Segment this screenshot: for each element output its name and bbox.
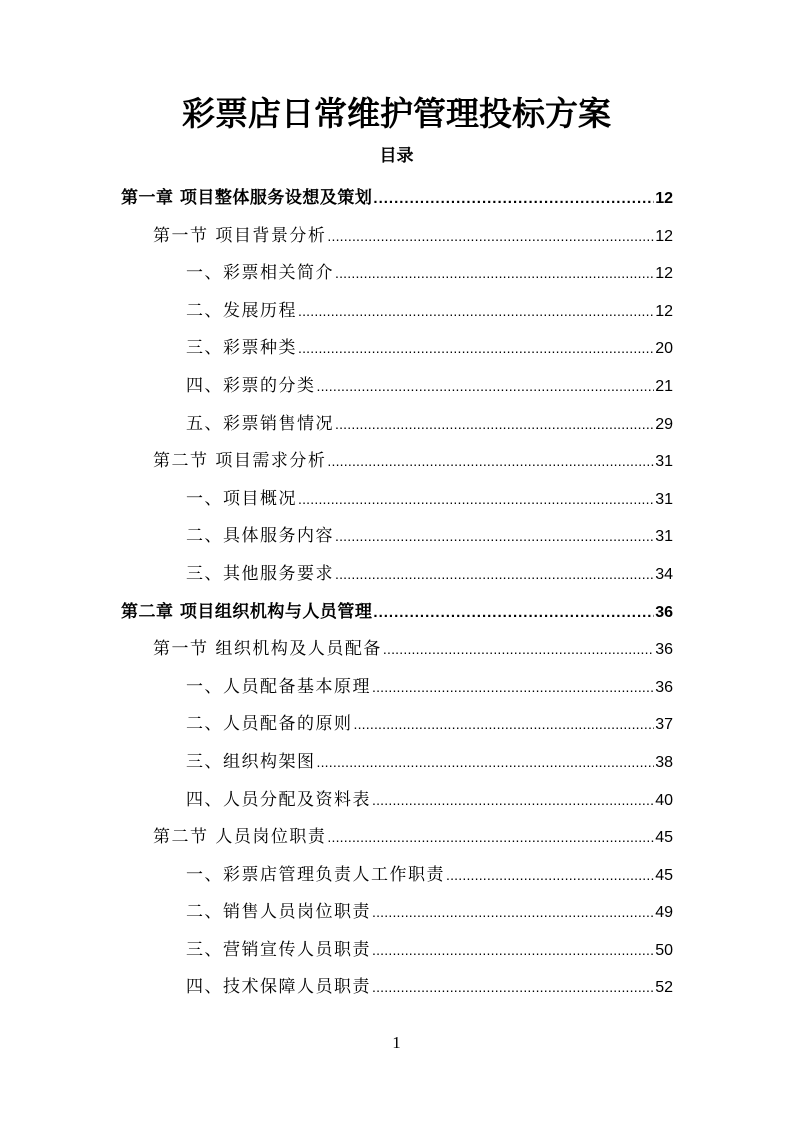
toc-entry-item[interactable] (121, 748, 673, 786)
toc-entry-label: 二、销售人员岗位职责 (186, 902, 371, 923)
toc-entry-item[interactable] (121, 786, 673, 824)
toc-entry-page: 36 (655, 603, 673, 621)
dot-leader (372, 973, 654, 1001)
toc-entry-chapter-2[interactable] (121, 598, 673, 636)
toc-entry-page: 12 (655, 302, 673, 320)
toc-entry-label: 三、其他服务要求 (186, 563, 334, 584)
dot-leader (327, 447, 654, 475)
toc-entry-page: 49 (655, 904, 673, 922)
toc-entry-section[interactable] (121, 447, 673, 485)
dot-leader (298, 334, 654, 362)
toc-entry-page: 40 (655, 791, 673, 809)
dot-leader (335, 522, 654, 550)
toc-entry-item[interactable] (121, 334, 673, 372)
dot-leader (383, 635, 654, 663)
toc-entry-item[interactable] (121, 297, 673, 335)
toc-entry-page: 38 (655, 753, 673, 771)
dot-leader (372, 898, 654, 926)
toc-entry-label: 一、项目概况 (186, 488, 297, 509)
toc-entry-page: 45 (655, 866, 673, 884)
toc-entry-item[interactable] (121, 710, 673, 748)
toc-entry-label: 四、技术保障人员职责 (186, 977, 371, 998)
toc-entry-item[interactable] (121, 522, 673, 560)
toc-entry-section[interactable] (121, 823, 673, 861)
toc-entry-page: 12 (655, 265, 673, 283)
dot-leader (335, 560, 654, 588)
toc-entry-item[interactable] (121, 973, 673, 1011)
toc-entry-label: 五、彩票销售情况 (186, 413, 334, 434)
dot-leader (372, 786, 654, 814)
dot-leader (373, 185, 654, 213)
dot-leader (446, 861, 654, 889)
toc-heading: 目录 (379, 146, 414, 166)
table-of-contents (121, 184, 673, 1011)
dot-leader (335, 410, 654, 438)
toc-entry-page: 20 (655, 340, 673, 358)
toc-entry-label: 二、发展历程 (186, 300, 297, 321)
toc-entry-item[interactable] (121, 259, 673, 297)
toc-entry-page: 31 (655, 453, 673, 471)
toc-entry-page: 29 (655, 415, 673, 433)
dot-leader (372, 673, 654, 701)
toc-entry-label: 三、营销宣传人员职责 (186, 939, 371, 960)
toc-entry-page: 52 (655, 979, 673, 997)
toc-entry-page: 12 (655, 227, 673, 245)
toc-entry-section[interactable] (121, 635, 673, 673)
dot-leader (372, 936, 654, 964)
toc-entry-label: 第一节 项目背景分析 (153, 225, 327, 246)
dot-leader (317, 748, 655, 776)
toc-entry-page: 31 (655, 528, 673, 546)
toc-entry-label: 三、彩票种类 (186, 338, 297, 359)
toc-entry-item[interactable] (121, 673, 673, 711)
dot-leader (327, 222, 654, 250)
toc-entry-page: 34 (655, 565, 673, 583)
toc-entry-item[interactable] (121, 861, 673, 899)
toc-entry-label: 三、组织构架图 (186, 751, 316, 772)
toc-entry-page: 21 (655, 377, 673, 395)
page-number: 1 (392, 1033, 401, 1052)
toc-entry-label: 二、人员配备的原则 (186, 714, 353, 735)
toc-entry-page: 36 (655, 678, 673, 696)
toc-entry-page: 31 (655, 490, 673, 508)
dot-leader (298, 485, 654, 513)
toc-entry-label: 一、彩票店管理负责人工作职责 (186, 864, 445, 885)
document-title: 彩票店日常维护管理投标方案 (182, 94, 611, 133)
toc-entry-page: 12 (655, 190, 673, 207)
dot-leader (317, 372, 655, 400)
toc-entry-label: 第二节 项目需求分析 (153, 451, 327, 472)
toc-entry-label: 二、具体服务内容 (186, 526, 334, 547)
toc-entry-label: 四、彩票的分类 (186, 375, 316, 396)
toc-entry-item[interactable] (121, 936, 673, 974)
toc-entry-page: 45 (655, 829, 673, 847)
dot-leader (335, 259, 654, 287)
dot-leader (354, 710, 655, 738)
toc-entry-label: 第二节 人员岗位职责 (153, 827, 327, 848)
toc-entry-item[interactable] (121, 898, 673, 936)
dot-leader (298, 297, 654, 325)
toc-entry-item[interactable] (121, 372, 673, 410)
toc-entry-label: 一、彩票相关简介 (186, 263, 334, 284)
toc-entry-label: 第二章 项目组织机构与人员管理 (121, 601, 373, 622)
dot-leader (327, 823, 654, 851)
toc-entry-label: 一、人员配备基本原理 (186, 676, 371, 697)
toc-entry-page: 50 (655, 941, 673, 959)
toc-entry-label: 第一节 组织机构及人员配备 (153, 639, 382, 660)
toc-entry-label: 第一章 项目整体服务设想及策划 (121, 188, 373, 208)
toc-entry-chapter-1[interactable] (121, 184, 673, 222)
toc-entry-item[interactable] (121, 410, 673, 448)
toc-entry-page: 37 (655, 716, 673, 734)
toc-entry-section[interactable] (121, 222, 673, 260)
dot-leader (373, 599, 654, 627)
toc-entry-item[interactable] (121, 560, 673, 598)
toc-entry-label: 四、人员分配及资料表 (186, 789, 371, 810)
toc-entry-page: 36 (655, 641, 673, 659)
toc-entry-item[interactable] (121, 485, 673, 523)
